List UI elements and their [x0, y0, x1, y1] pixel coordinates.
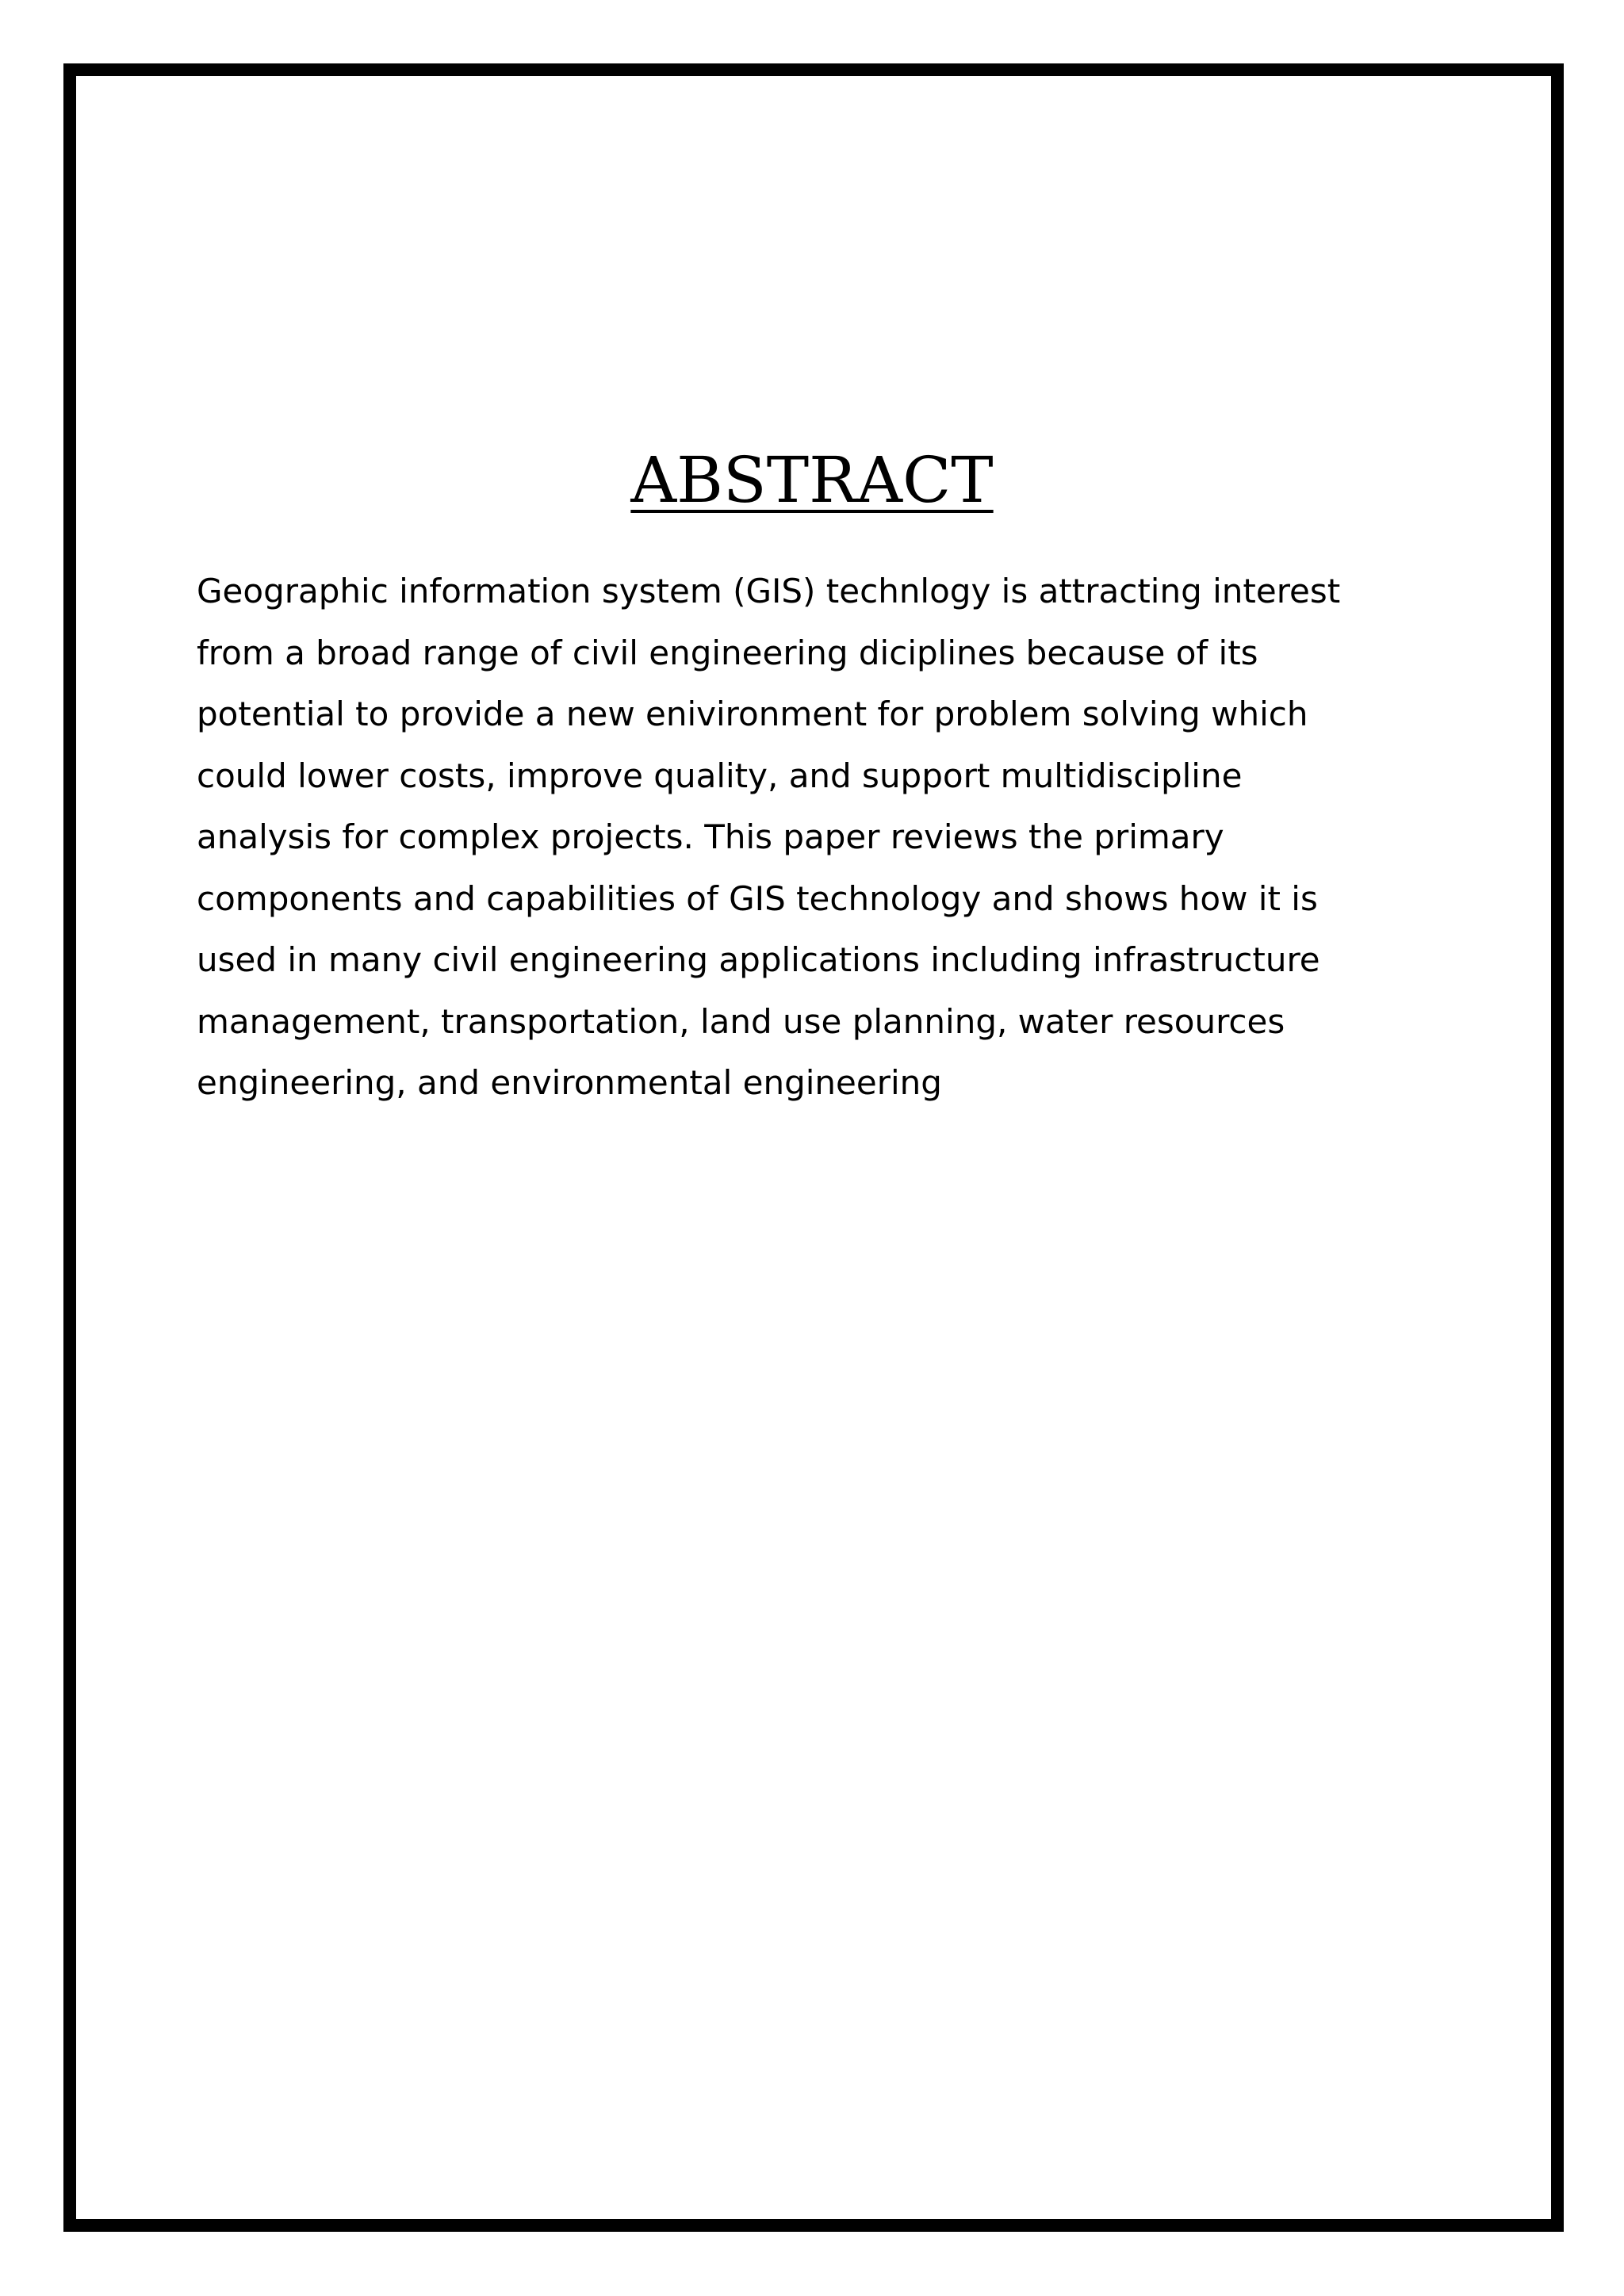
abstract-line: management, transportation, land use planning, water resources — [197, 1001, 1285, 1041]
abstract-title — [0, 441, 1624, 520]
abstract-line: Geographic information system (GIS) technlogy is attracting interest — [197, 572, 1341, 610]
abstract-title-text: ABSTRACT — [630, 443, 994, 517]
abstract-body — [197, 561, 1434, 1114]
abstract-line: could lower costs, improve quality, and support multidiscipline — [197, 756, 1243, 795]
page-border — [63, 63, 1564, 2232]
abstract-line: engineering, and environmental engineering — [197, 1063, 942, 1102]
abstract-line: used in many civil engineering applications including infrastructure — [197, 940, 1320, 979]
abstract-line: analysis for complex projects. This paper reviews the primary — [197, 817, 1224, 856]
abstract-line: potential to provide a new enivironment for problem solving which — [197, 695, 1308, 733]
abstract-line: components and capabilities of GIS technology and shows how it is — [197, 878, 1318, 918]
abstract-line: from a broad range of civil engineering diciplines because of its — [197, 633, 1258, 672]
